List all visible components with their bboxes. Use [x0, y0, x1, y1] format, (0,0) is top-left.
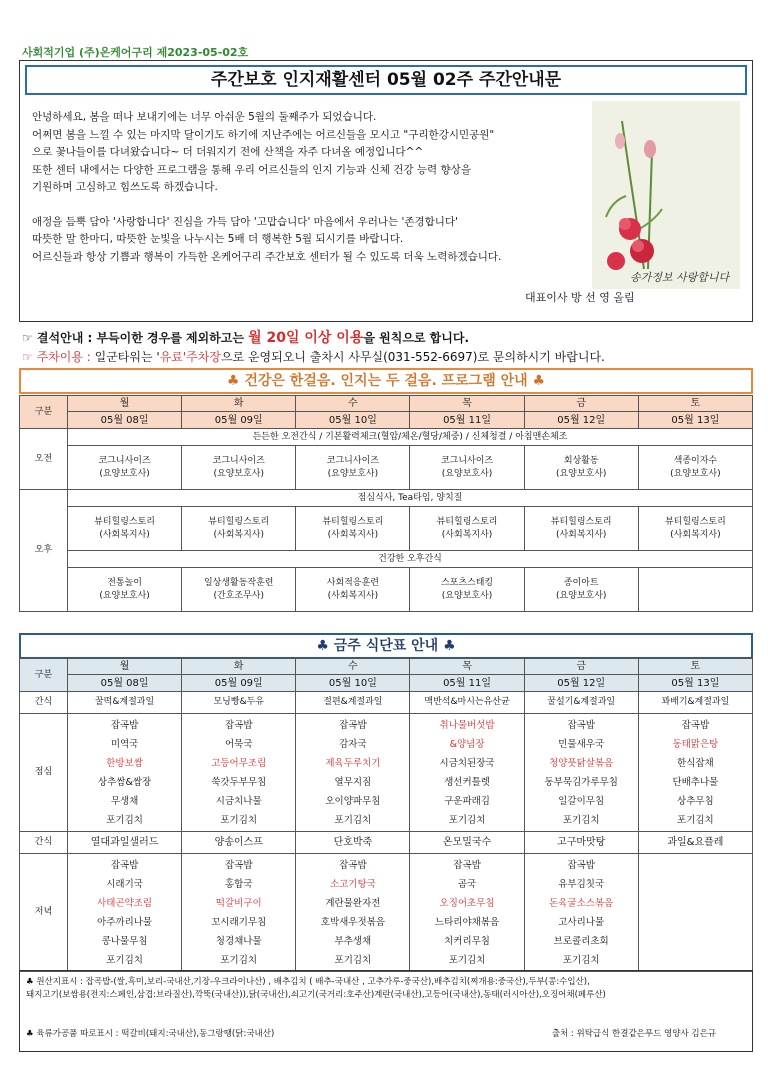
category-label: 구분 [20, 396, 68, 429]
program-staff: (요양보호사) [99, 468, 150, 479]
lunch-menu [410, 714, 524, 832]
menu-item: 무생채 [110, 795, 139, 807]
dinner-menu [68, 854, 182, 972]
clover-icon: ♣ [226, 373, 240, 389]
source-credit: 출처 : 위탁급식 한결같은푸드 영양사 김은규 [551, 1029, 716, 1039]
menu-item: 꼬시래기무침 [211, 916, 267, 928]
program-cell [410, 507, 524, 551]
date-header: 05월 10일 [296, 675, 410, 692]
menu-item: 잡곡밥 [110, 859, 139, 871]
menu-item: 브로콜리초회 [553, 935, 609, 947]
meat-label: ♣ 육류가공품 따로표시 : 떡갈비(돼지:국내산),동그랑땡(닭:국내산) [26, 1029, 275, 1039]
menu-item: 감자국 [339, 738, 367, 750]
date-header: 05월 12일 [524, 675, 638, 692]
snack-cell: 열대과일샐러드 [68, 832, 182, 854]
snack-label: 간식 [20, 692, 68, 714]
program-cell [68, 507, 182, 551]
snack-cell: 양송이스프 [182, 832, 296, 854]
program-staff: (요양보호사) [441, 590, 493, 601]
day-header: 화 [182, 659, 296, 675]
program-header-text: 건강은 한걸음. 인지는 두 걸음. 프로그램 안내 [244, 373, 528, 389]
menu-item: 오징어초무침 [439, 897, 495, 909]
dinner-menu [524, 854, 638, 972]
program-name: 뷰티힐링스토리 [664, 516, 726, 527]
origin-line: 돼지고기(보쌈용(전지:스페인,삼겹:브라질산),깍뚝(국내산)),닭(국내산),쇠고기(국거리:호주산)계란(국내산),고등어(국내산),동태(러시아산),오징어채(페루산) [26, 990, 606, 1000]
menu-item: 상추쌈&쌈장 [97, 776, 152, 788]
menu-item: 계란물완자전 [325, 897, 381, 909]
program-staff: (요양보호사) [213, 468, 264, 479]
program-staff: (사회복지사) [327, 590, 379, 601]
meal-header [19, 633, 753, 659]
program-staff: (요양보호사) [99, 590, 150, 601]
clover-icon: ♣ [532, 373, 546, 389]
day-header: 목 [410, 396, 524, 412]
program-name: 뷰티힐링스토리 [322, 516, 384, 527]
menu-item: 제육두루치기 [325, 757, 381, 769]
afternoon-label: 오후 [20, 490, 68, 612]
program-name: 뷰티힐링스토리 [208, 516, 270, 527]
program-name: 사회적응훈련 [326, 577, 379, 588]
program-cell [638, 446, 752, 490]
menu-item: &양념장 [449, 738, 485, 750]
menu-item: 동부묵김가루무침 [544, 776, 618, 788]
menu-item: 청양풋닭살볶음 [549, 757, 614, 769]
program-name: 뷰티힐링스토리 [436, 516, 498, 527]
menu-item: 유부김칫국 [558, 878, 605, 890]
menu-item: 잡곡밥 [339, 719, 367, 731]
snack-cell: 온모밀국수 [410, 832, 524, 854]
program-name: 일상생활동작훈련 [203, 577, 274, 588]
program-cell [524, 446, 638, 490]
menu-item: 포기김치 [334, 814, 372, 826]
menu-item: 한식잡채 [677, 757, 714, 769]
menu-item: 잡곡밥 [567, 719, 595, 731]
menu-item: 잡곡밥 [339, 859, 367, 871]
day-header: 수 [296, 659, 410, 675]
menu-item: 소고기탕국 [329, 878, 376, 890]
program-cell [68, 568, 182, 612]
menu-item: 잡곡밥 [110, 719, 139, 731]
program-name: 종이아트 [563, 577, 599, 588]
date-header: 05월 09일 [182, 675, 296, 692]
menu-item: 고사리나물 [558, 916, 605, 928]
date-header: 05월 08일 [68, 412, 182, 429]
day-header: 화 [182, 396, 296, 412]
day-header: 금 [524, 659, 638, 675]
parking-highlight: 유료'주차장 [159, 350, 221, 364]
program-staff: (요양보호사) [555, 468, 607, 479]
menu-item: 포기김치 [562, 814, 600, 826]
letter-line: 따뜻한 말 한마디, 따뜻한 눈빛을 나누시는 5배 더 행복한 5월 되시기를 바랍니다. [32, 233, 404, 245]
meal-table [19, 658, 753, 972]
snack-cell: 꽈배기&계절과일 [638, 692, 752, 714]
menu-item: 사태곤약조림 [97, 897, 153, 909]
category-label: 구분 [20, 659, 68, 692]
snack-cell: 모닝빵&두유 [182, 692, 296, 714]
menu-item: 시금치나물 [215, 795, 262, 807]
program-name: 코그니사이즈 [212, 455, 265, 466]
menu-item: 일갈이무침 [558, 795, 605, 807]
program-cell [296, 507, 410, 551]
program-staff: (사회복지사) [441, 529, 493, 540]
menu-item: 포기김치 [562, 954, 600, 966]
carnation-illustration [592, 101, 740, 289]
dinner-menu [182, 854, 296, 972]
program-staff: (사회복지사) [670, 529, 721, 540]
program-name: 색종이자수 [673, 455, 718, 466]
clover-icon: ♣ [443, 638, 456, 654]
program-staff: (사회복지사) [213, 529, 264, 540]
footer-box [19, 970, 753, 1052]
date-header: 05월 13일 [638, 675, 752, 692]
menu-item: 치커리무침 [444, 935, 490, 947]
date-header: 05월 11일 [410, 412, 524, 429]
program-cell [68, 446, 182, 490]
parking-mid: 일군타워는 ' [94, 350, 160, 364]
program-cell [524, 507, 638, 551]
snack-cell: 고구마맛탕 [524, 832, 638, 854]
day-header: 월 [68, 396, 182, 412]
snack-cell: 꿀설기&계절과일 [524, 692, 638, 714]
snack-common: 건강한 오후간식 [68, 551, 753, 568]
letter-title: 주간보호 인지재활센터 05월 02주 주간안내문 [25, 65, 747, 95]
menu-item: 돈육굴소스볶음 [549, 897, 614, 909]
menu-item: 느타리야채볶음 [434, 916, 500, 928]
menu-item: 포기김치 [334, 954, 372, 966]
letter-box [19, 60, 753, 322]
menu-item: 단배추나물 [672, 776, 719, 788]
dinner-menu [296, 854, 410, 972]
day-header: 수 [296, 396, 410, 412]
day-header: 월 [68, 659, 182, 675]
letter-line: 안녕하세요, 봄을 떠나 보내기에는 너무 아쉬운 5월의 둘째주가 되었습니다. [32, 111, 377, 123]
menu-item: 잡곡밥 [567, 859, 595, 871]
carnation-icon [592, 101, 740, 289]
menu-item: 떡갈비구이 [215, 897, 262, 909]
program-cell [182, 446, 296, 490]
letter-line: 애정을 듬뿍 담아 '사랑합니다' 진심을 가득 담아 '고맙습니다' 마음에서 우러나는 '존경합니다' [32, 215, 458, 228]
dinner-menu [410, 854, 524, 972]
menu-item: 부추생채 [334, 935, 372, 947]
menu-item: 잡곡밥 [681, 719, 710, 731]
meal-header-text: 금주 식단표 안내 [333, 638, 439, 654]
absence-prefix: ☞ 결석안내 : 부득이한 경우를 제외하고는 [22, 331, 249, 345]
clover-icon: ♣ [316, 638, 329, 654]
menu-item: 오이양파무침 [325, 795, 381, 807]
program-name: 회상활동 [563, 455, 599, 466]
document-number: 사회적기업 (주)온케어구리 제2023-05-02호 [22, 46, 249, 59]
day-header: 금 [524, 396, 638, 412]
snack-cell: 절편&계절과일 [296, 692, 410, 714]
program-name: 스포츠스태킹 [440, 577, 494, 588]
program-name: 코그니사이즈 [98, 455, 151, 466]
parking-notice [22, 348, 605, 365]
menu-item: 미역국 [110, 738, 139, 750]
menu-item: 시래기국 [106, 878, 143, 890]
program-cell [410, 446, 524, 490]
letter-line: 또한 센터 내에서는 다양한 프로그램을 통해 우리 어르신들의 인지 기능과 신체 건강 능력 향상을 [32, 163, 471, 176]
snack-cell: 꿀떡&계절과일 [68, 692, 182, 714]
program-cell [638, 568, 752, 612]
menu-item: 포기김치 [220, 954, 258, 966]
program-cell [296, 446, 410, 490]
footer-bottom-row [26, 1028, 746, 1041]
lunch-menu [182, 714, 296, 832]
menu-item: 콩나물무침 [101, 935, 148, 947]
program-cell [182, 568, 296, 612]
lunch-common: 점심식사, Tea타임, 양치질 [68, 490, 753, 507]
menu-item: 고등어무조림 [211, 757, 267, 769]
program-name: 뷰티힐링스토리 [550, 516, 612, 527]
menu-item: 포기김치 [677, 814, 714, 826]
program-name: 코그니사이즈 [326, 455, 379, 466]
program-cell [524, 568, 638, 612]
program-cell [410, 568, 524, 612]
menu-item: 포기김치 [106, 954, 143, 966]
date-header: 05월 12일 [524, 412, 638, 429]
snack-cell: 맥반석&마시는유산균 [410, 692, 524, 714]
menu-item: 어묵국 [224, 738, 253, 750]
letter-line: 으로 꽃나들이를 다녀왔습니다~ 더 더워지기 전에 산책을 자주 다녀올 예정입니다^^ [32, 146, 424, 158]
program-name: 뷰티힐링스토리 [94, 516, 155, 527]
letter-line: 기원하며 고심하고 힘쓰도록 하겠습니다. [32, 181, 218, 193]
menu-item: 잡곡밥 [453, 859, 481, 871]
menu-item: 잡곡밥 [224, 719, 253, 731]
program-name: 전통놀이 [107, 577, 142, 588]
program-name: 코그니사이즈 [440, 455, 494, 466]
calligraphy-text: 송가정보 사랑합니다 [630, 271, 730, 284]
lunch-menu [296, 714, 410, 832]
absence-highlight: 월 20일 이상 이용 [248, 330, 364, 346]
program-cell [638, 507, 752, 551]
dinner-label: 저녁 [20, 854, 68, 972]
menu-item: 포기김치 [106, 814, 143, 826]
dinner-menu [638, 854, 752, 972]
date-header: 05월 09일 [182, 412, 296, 429]
letter-line: 어쩌면 봄을 느낄 수 있는 마지막 달이기도 하기에 지난주에는 어르신들을 모시고 "구리한강시민공원" [32, 128, 495, 141]
menu-item: 홍합국 [224, 878, 253, 890]
program-staff: (간호조무사) [213, 590, 264, 601]
program-staff: (사회복지사) [555, 529, 607, 540]
date-header: 05월 13일 [638, 412, 752, 429]
day-header: 토 [638, 396, 752, 412]
program-cell [182, 507, 296, 551]
menu-item: 아주까리나물 [97, 916, 153, 928]
menu-item: 잡곡밥 [224, 859, 253, 871]
menu-item: 시금치된장국 [439, 757, 495, 769]
date-header: 05월 08일 [68, 675, 182, 692]
lunch-menu [638, 714, 752, 832]
menu-item: 호박새우젓볶음 [320, 916, 386, 928]
lunch-label: 점심 [20, 714, 68, 832]
lunch-menu [524, 714, 638, 832]
program-table [19, 395, 753, 612]
origin-line: ♣ 원산지표시 : 잡곡밥-(쌀,흑미,보리-국내산,기장-우크라이나산) , 배추김치 ( 배추-국내산 , 고추가루-중국산),배추김치(찌개용:중국산),두부(콩:수입산), [26, 977, 590, 987]
menu-item: 생선커틀렛 [444, 776, 490, 788]
parking-suffix: 으로 운영되오니 출차시 사무실(031-552-6697)로 문의하시기 바랍니다. [220, 350, 605, 364]
snack-label: 간식 [20, 832, 68, 854]
day-header: 목 [410, 659, 524, 675]
menu-item: 곰국 [457, 878, 477, 890]
menu-item: 구운파래김 [444, 795, 490, 807]
menu-item: 청경채나물 [215, 935, 262, 947]
parking-prefix: ☞ 주차이용 : [22, 350, 95, 364]
program-cell [296, 568, 410, 612]
morning-common: 든든한 오전간식 / 기본활력체크(혈압/체온/혈당/체중) / 신체청결 / 아침맨손체조 [68, 429, 753, 446]
snack-cell: 단호박죽 [296, 832, 410, 854]
menu-item: 한방보쌈 [106, 757, 143, 769]
program-staff: (요양보호사) [327, 468, 379, 479]
date-header: 05월 10일 [296, 412, 410, 429]
menu-item: 포기김치 [220, 814, 258, 826]
menu-item: 쑥갓두부무침 [211, 776, 267, 788]
letter-body [32, 109, 602, 266]
program-staff: (요양보호사) [441, 468, 493, 479]
program-header [19, 368, 753, 394]
signature: 대표이사 방 선 영 올림 [525, 291, 635, 304]
menu-item: 포기김치 [448, 954, 486, 966]
menu-item: 민물새우국 [558, 738, 605, 750]
letter-line: 어르신들과 항상 기쁨과 행복이 가득한 온케어구리 주간보호 센터가 될 수 있도록 더욱 노력하겠습니다. [32, 250, 502, 263]
absence-notice [22, 327, 469, 347]
day-header: 토 [638, 659, 752, 675]
date-header: 05월 11일 [410, 675, 524, 692]
menu-item: 취나물버섯밥 [439, 719, 495, 731]
lunch-menu [68, 714, 182, 832]
absence-suffix: 을 원칙으로 합니다. [363, 331, 470, 345]
menu-item: 열무지짐 [334, 776, 372, 788]
program-staff: (요양보호사) [670, 468, 721, 479]
menu-item: 상추무침 [677, 795, 714, 807]
morning-label: 오전 [20, 429, 68, 490]
program-staff: (사회복지사) [327, 529, 379, 540]
program-staff: (요양보호사) [555, 590, 607, 601]
snack-cell: 과일&요플레 [638, 832, 752, 854]
menu-item: 포기김치 [448, 814, 486, 826]
menu-item: 동태맑은탕 [672, 738, 719, 750]
program-staff: (사회복지사) [99, 529, 150, 540]
